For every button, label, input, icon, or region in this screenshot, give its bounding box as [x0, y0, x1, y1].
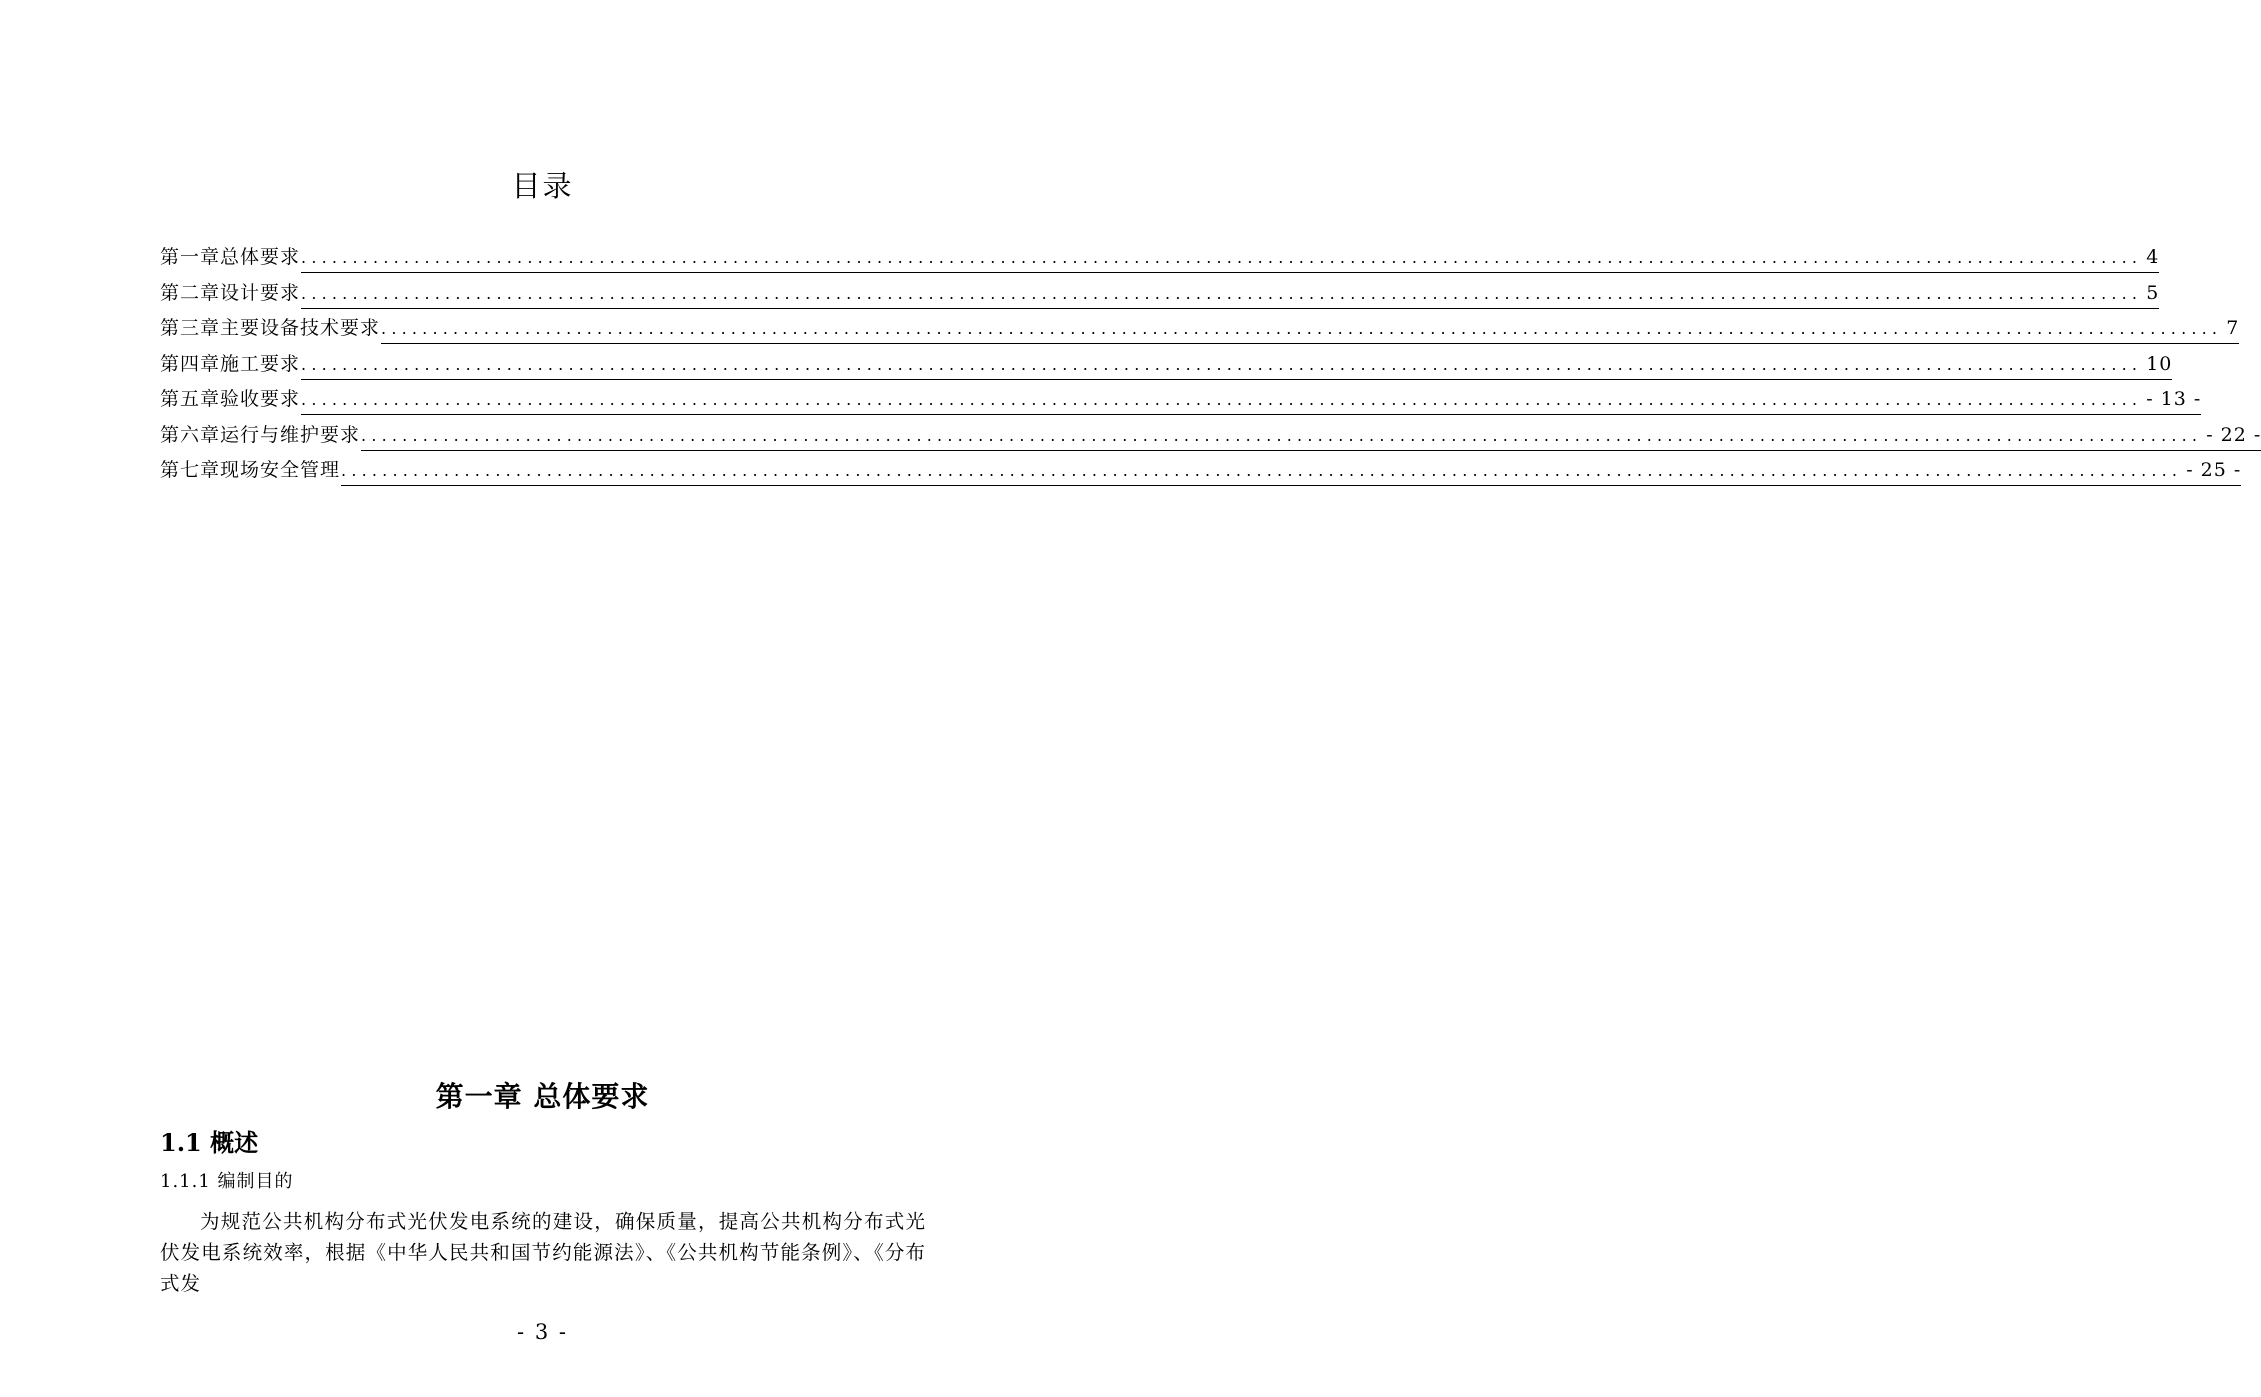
toc-chapter-name: 现场安全管理	[220, 459, 341, 481]
toc-entry[interactable]	[160, 456, 2242, 492]
toc-chapter-name: 主要设备技术要求	[220, 317, 381, 339]
toc-leader-dots: ...................................................................................................................................................................................	[341, 461, 2183, 480]
toc-chapter-name: 设计要求	[220, 281, 301, 304]
toc-leader-dots: ...................................................................................................................................................................................	[301, 390, 2143, 409]
toc-leader	[301, 385, 2201, 415]
toc-chapter-number: 第七章	[160, 459, 221, 481]
toc-list	[160, 243, 2261, 492]
toc-leader-dots: ...................................................................................................................................................................................	[301, 248, 2143, 267]
toc-chapter-number: 第一章	[160, 246, 221, 268]
toc-chapter-name: 运行与维护要求	[220, 423, 361, 446]
toc-page-number: - 22 -	[2206, 423, 2261, 446]
toc-page-number: 5	[2146, 281, 2160, 304]
toc-chapter-name: 施工要求	[220, 352, 301, 375]
toc-entry[interactable]	[160, 279, 2160, 315]
toc-chapter-number: 第六章	[160, 423, 221, 446]
toc-entry[interactable]	[160, 350, 2173, 386]
toc-entry[interactable]	[160, 421, 2261, 457]
toc-leader	[301, 243, 2159, 273]
toc-page-number: 10	[2146, 352, 2173, 375]
section-heading: 1.1 概述	[160, 1128, 259, 1157]
toc-page-number: 7	[2226, 317, 2240, 339]
toc-leader	[301, 350, 2172, 380]
toc-chapter-number: 第四章	[160, 352, 221, 375]
chapter-heading: 第一章 总体要求	[435, 1080, 650, 1113]
toc-leader	[341, 456, 2241, 486]
toc-leader-dots: ...................................................................................................................................................................................	[361, 425, 2203, 445]
toc-title: 目录	[511, 169, 574, 203]
toc-chapter-name: 总体要求	[220, 246, 301, 268]
toc-leader-dots: ...................................................................................................................................................................................	[301, 283, 2143, 303]
toc-page-number: - 25 -	[2186, 459, 2242, 481]
toc-leader	[361, 421, 2261, 451]
body-paragraph: 为规范公共机构分布式光伏发电系统的建设，确保质量，提高公共机构分布式光伏发电系统效率，根据《中华人民共和国节约能源法》、《公共机构节能条例》、《分布式发	[160, 1210, 926, 1295]
page-number: - 3 -	[517, 1320, 568, 1344]
toc-chapter-name: 验收要求	[220, 388, 301, 410]
toc-leader-dots: ...................................................................................................................................................................................	[381, 319, 2223, 338]
toc-chapter-number: 第五章	[160, 388, 221, 410]
toc-leader	[381, 314, 2239, 344]
subsection-heading: 1.1.1 编制目的	[160, 1171, 294, 1192]
toc-entry[interactable]	[160, 314, 2240, 350]
toc-leader	[301, 279, 2159, 309]
toc-page-number: - 13 -	[2146, 388, 2202, 410]
toc-chapter-number: 第二章	[160, 281, 221, 304]
toc-leader-dots: ...................................................................................................................................................................................	[301, 354, 2143, 374]
toc-chapter-number: 第三章	[160, 317, 221, 339]
toc-entry[interactable]	[160, 385, 2202, 421]
toc-entry[interactable]	[160, 243, 2160, 279]
toc-page-number: 4	[2146, 246, 2160, 268]
